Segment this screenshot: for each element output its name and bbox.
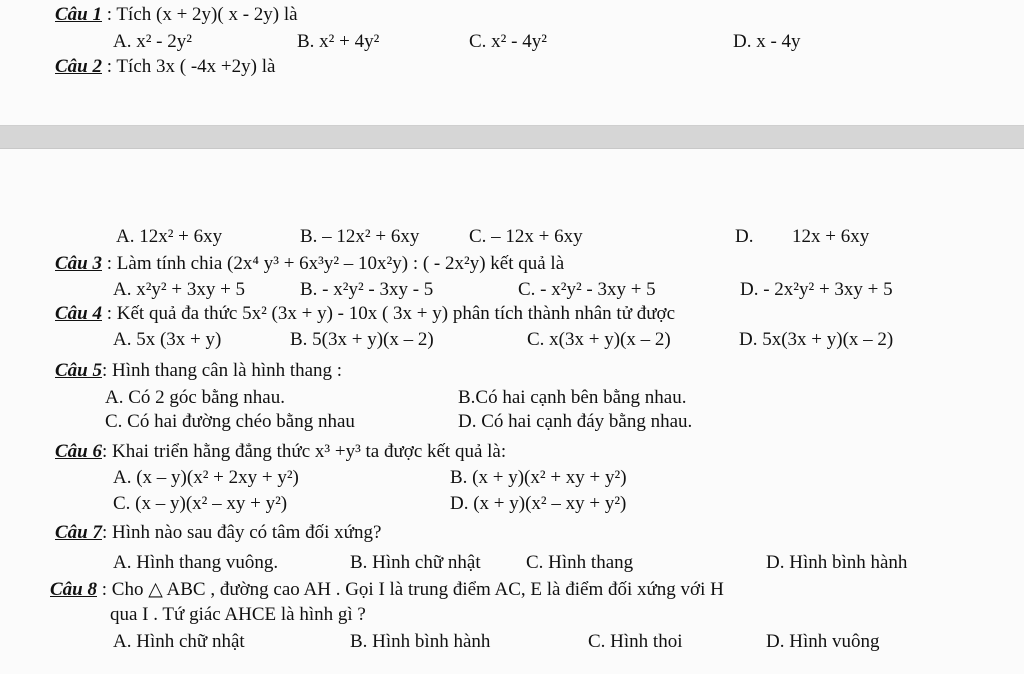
question-7 (55, 523, 381, 542)
question-label: Câu 6 (55, 441, 102, 462)
q2-option-a: A. 12x² + 6xy (116, 226, 223, 247)
q1-option-a: A. x² - 2y² (113, 31, 192, 52)
q8-option-b: B. Hình bình hành (350, 631, 491, 652)
q3-option-c: C. - x²y² - 3xy + 5 (518, 279, 656, 300)
question-text: : Tích (x + 2y)( x - 2y) là (102, 4, 298, 25)
q2-option-d-value: 12x + 6xy (792, 226, 870, 247)
q4-option-a: A. 5x (3x + y) (113, 329, 222, 350)
q2-option-c: C. – 12x + 6xy (469, 226, 583, 247)
q8-option-c: C. Hình thoi (588, 631, 683, 652)
q4-option-c: C. x(3x + y)(x – 2) (527, 329, 671, 350)
question-2 (55, 57, 275, 76)
question-text: : Cho △ ABC , đường cao AH . Gọi I là trung điểm AC, E là điểm đối xứng với H (97, 579, 724, 600)
question-6 (55, 442, 506, 461)
q2-option-d-label: D. (735, 226, 754, 247)
q7-option-b: B. Hình chữ nhật (350, 552, 481, 573)
q6-option-c: C. (x – y)(x² – xy + y²) (113, 493, 288, 514)
q7-option-a: A. Hình thang vuông. (113, 552, 279, 573)
question-text: : Khai triển hằng đẳng thức x³ +y³ ta được kết quả là: (102, 441, 507, 462)
question-label: Câu 2 (55, 56, 102, 77)
q8-option-d: D. Hình vuông (766, 631, 880, 652)
q1-option-d: D. x - 4y (733, 31, 801, 52)
page-gap (0, 126, 1024, 148)
q1-option-c: C. x² - 4y² (469, 31, 547, 52)
q5-option-b: B.Có hai cạnh bên bằng nhau. (458, 387, 687, 408)
q5-option-a: A. Có 2 góc bằng nhau. (105, 387, 285, 408)
question-label: Câu 1 (55, 4, 102, 25)
question-label: Câu 5 (55, 360, 102, 381)
question-5 (55, 361, 342, 380)
q4-option-b: B. 5(3x + y)(x – 2) (290, 329, 434, 350)
q6-option-d: D. (x + y)(x² – xy + y²) (450, 493, 627, 514)
q6-option-a: A. (x – y)(x² + 2xy + y²) (113, 467, 299, 488)
q5-option-c: C. Có hai đường chéo bằng nhau (105, 411, 355, 432)
q8-option-a: A. Hình chữ nhật (113, 631, 245, 652)
q3-option-a: A. x²y² + 3xy + 5 (113, 279, 246, 300)
q6-option-b: B. (x + y)(x² + xy + y²) (450, 467, 627, 488)
q2-option-b: B. – 12x² + 6xy (300, 226, 420, 247)
question-label: Câu 7 (55, 522, 102, 543)
question-label: Câu 8 (50, 579, 97, 600)
question-text: : Kết quả đa thức 5x² (3x + y) - 10x ( 3x + y) phân tích thành nhân tử được (102, 303, 676, 324)
q1-option-b: B. x² + 4y² (297, 31, 380, 52)
question-text: : Hình thang cân là hình thang : (102, 360, 343, 381)
question-8 (50, 580, 724, 599)
q5-option-d: D. Có hai cạnh đáy bằng nhau. (458, 411, 693, 432)
question-4 (55, 304, 675, 323)
question-text: : Hình nào sau đây có tâm đối xứng? (102, 522, 382, 543)
question-text: : Làm tính chia (2x⁴ y³ + 6x³y² – 10x²y) : ( - 2x²y) kết quả là (102, 253, 565, 274)
q3-option-b: B. - x²y² - 3xy - 5 (300, 279, 434, 300)
question-label: Câu 4 (55, 303, 102, 324)
question-label: Câu 3 (55, 253, 102, 274)
question-1 (55, 5, 298, 24)
question-3 (55, 254, 564, 273)
question-8-continued: qua I . Tứ giác AHCE là hình gì ? (110, 604, 366, 625)
q4-option-d: D. 5x(3x + y)(x – 2) (739, 329, 894, 350)
q3-option-d: D. - 2x²y² + 3xy + 5 (740, 279, 893, 300)
question-text: : Tích 3x ( -4x +2y) là (102, 56, 276, 77)
q7-option-c: C. Hình thang (526, 552, 634, 573)
q7-option-d: D. Hình bình hành (766, 552, 908, 573)
